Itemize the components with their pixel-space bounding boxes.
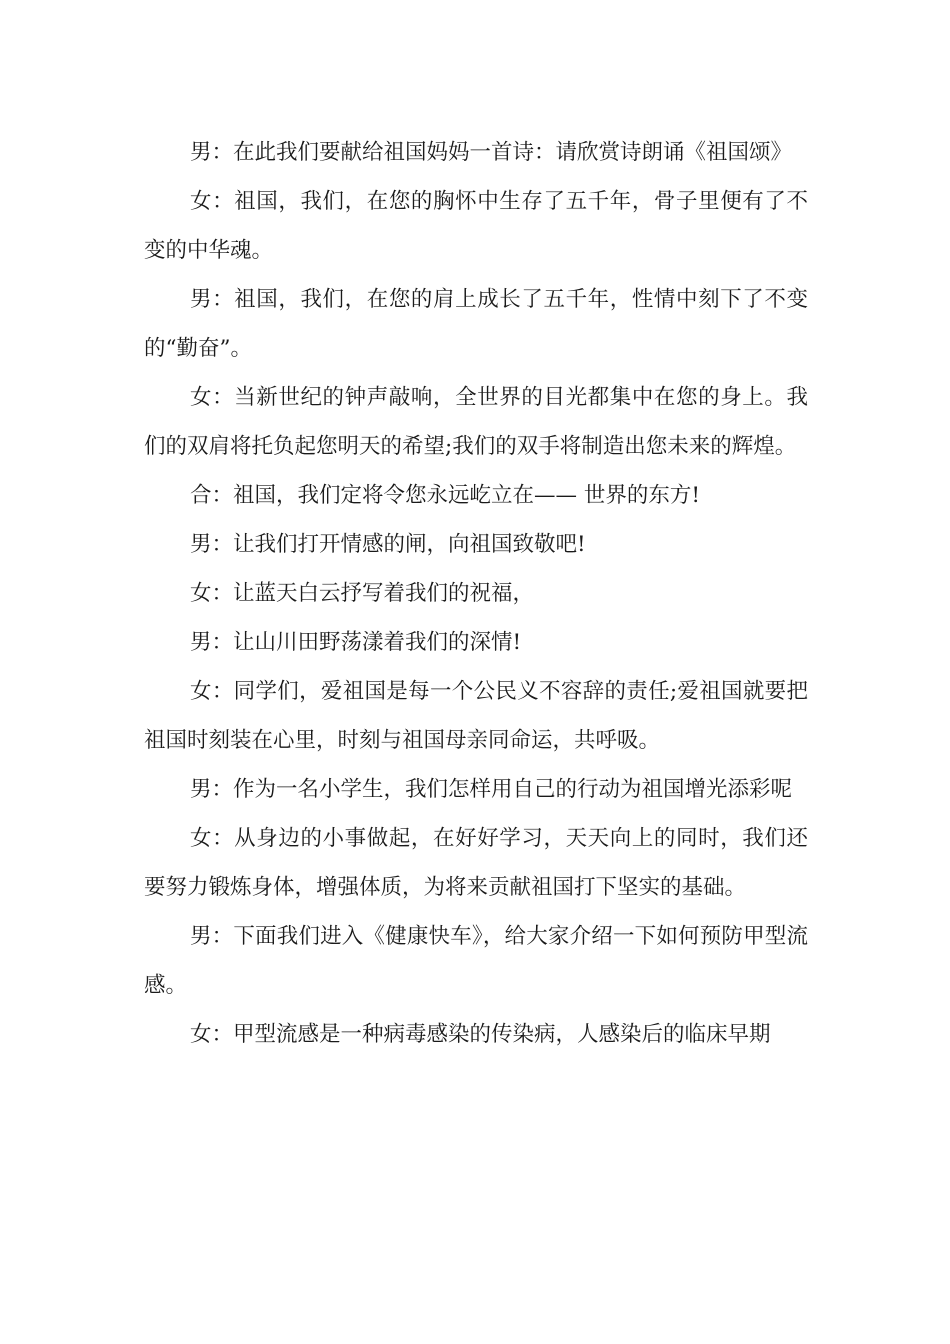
paragraph-5: 合：祖国，我们定将令您永远屹立在—— 世界的东方! (190, 483, 700, 508)
paragraph-2: 女：祖国，我们，在您的胸怀中生存了五千年，骨子里便有了不变的中华魂。 (144, 189, 808, 263)
paragraph-3: 男：祖国，我们，在您的肩上成长了五千年，性情中刻下了不变的“勤奋”。 (144, 287, 808, 361)
paragraph-13: 女：甲型流感是一种病毒感染的传染病，人感染后的临床早期 (190, 1022, 771, 1047)
document-body (144, 128, 808, 1059)
paragraph-12: 男：下面我们进入《健康快车》，给大家介绍一下如何预防甲型流感。 (144, 924, 808, 998)
paragraph-10: 男：作为一名小学生，我们怎样用自己的行动为祖国增光添彩呢 (190, 777, 793, 802)
paragraph-4: 女：当新世纪的钟声敲响，全世界的目光都集中在您的身上。我们的双肩将托负起您明天的希望;我们的双手将制造出您未来的辉煌。 (144, 385, 808, 459)
paragraph-11: 女：从身边的小事做起，在好好学习，天天向上的同时，我们还要努力锻炼身体，增强体质，为将来贡献祖国打下坚实的基础。 (144, 826, 808, 900)
paragraph-6: 男：让我们打开情感的闸，向祖国致敬吧! (190, 532, 586, 557)
paragraph-7: 女：让蓝天白云抒写着我们的祝福， (190, 581, 535, 606)
paragraph-8: 男：让山川田野荡漾着我们的深情! (190, 630, 522, 655)
paragraph-1: 男：在此我们要献给祖国妈妈一首诗：请欣赏诗朗诵《祖国颂》 (190, 140, 793, 165)
paragraph-9: 女：同学们，爱祖国是每一个公民义不容辞的责任;爱祖国就要把祖国时刻装在心里，时刻与祖国母亲同命运，共呼吸。 (144, 679, 808, 753)
